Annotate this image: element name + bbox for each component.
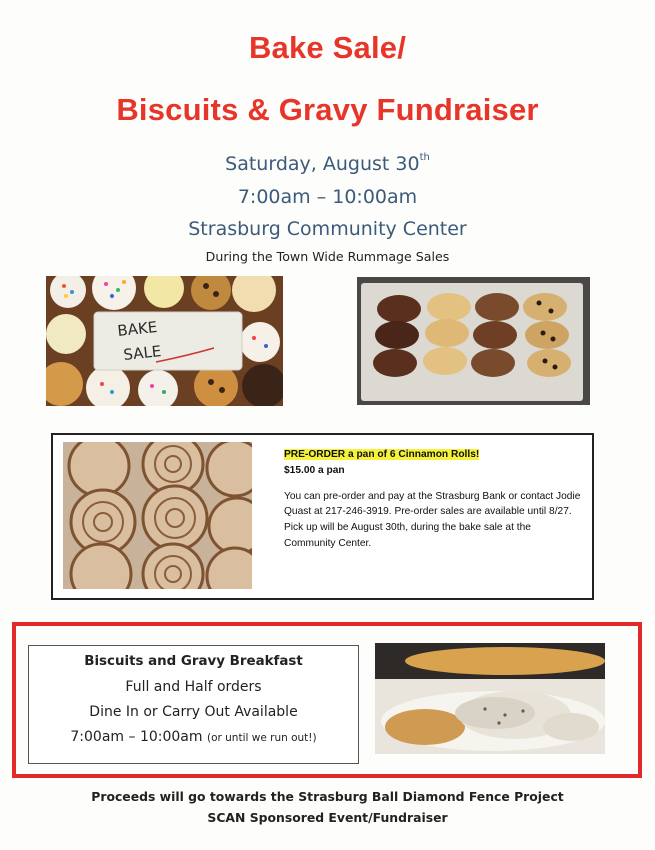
- event-note: During the Town Wide Rummage Sales: [205, 249, 450, 264]
- breakfast-time: 7:00am – 10:00am: [70, 729, 203, 745]
- event-date: [0, 153, 655, 175]
- cinnamon-rolls-photo: [63, 442, 252, 589]
- title-line-2: Biscuits & Gravy Fundraiser: [116, 92, 539, 127]
- preorder-price: $15.00 a pan: [284, 464, 345, 476]
- breakfast-heading: Biscuits and Gravy Breakfast: [84, 654, 303, 669]
- breakfast-time-note: (or until we run out!): [206, 732, 317, 744]
- biscuits-gravy-photo: [375, 643, 605, 754]
- bake-sale-photo: [46, 276, 283, 406]
- preorder-headline: PRE-ORDER a pan of 6 Cinnamon Rolls!: [284, 449, 480, 460]
- bake-sign-line-1: BAKE: [116, 317, 159, 340]
- preorder-details: You can pre-order and pay at the Strasburg Bank or contact Jodie Quast at 217-246-3919. Pre-order sales are available until 8/27.: [284, 490, 581, 518]
- event-time: 7:00am – 10:00am: [237, 186, 418, 208]
- breakfast-line-1: Full and Half orders: [125, 679, 262, 695]
- event-date-suffix: th: [419, 152, 430, 163]
- breakfast-time-row: [29, 729, 358, 745]
- bake-sign-line-2: SALE: [122, 342, 163, 364]
- event-location: Strasburg Community Center: [188, 218, 467, 240]
- cookies-photo: [357, 277, 590, 405]
- footer-line-1: Proceeds will go towards the Strasburg Ball Diamond Fence Project: [91, 789, 564, 804]
- event-date-text: Saturday, August 30: [225, 153, 420, 175]
- title-line-1: Bake Sale/: [248, 30, 407, 65]
- preorder-pickup: Pick up will be August 30th, during the bake sale at the Community Center.: [284, 522, 531, 549]
- footer-line-2: SCAN Sponsored Event/Fundraiser: [207, 810, 448, 825]
- breakfast-info-box: [28, 645, 359, 764]
- breakfast-line-2: Dine In or Carry Out Available: [89, 704, 298, 720]
- preorder-text: [284, 447, 584, 552]
